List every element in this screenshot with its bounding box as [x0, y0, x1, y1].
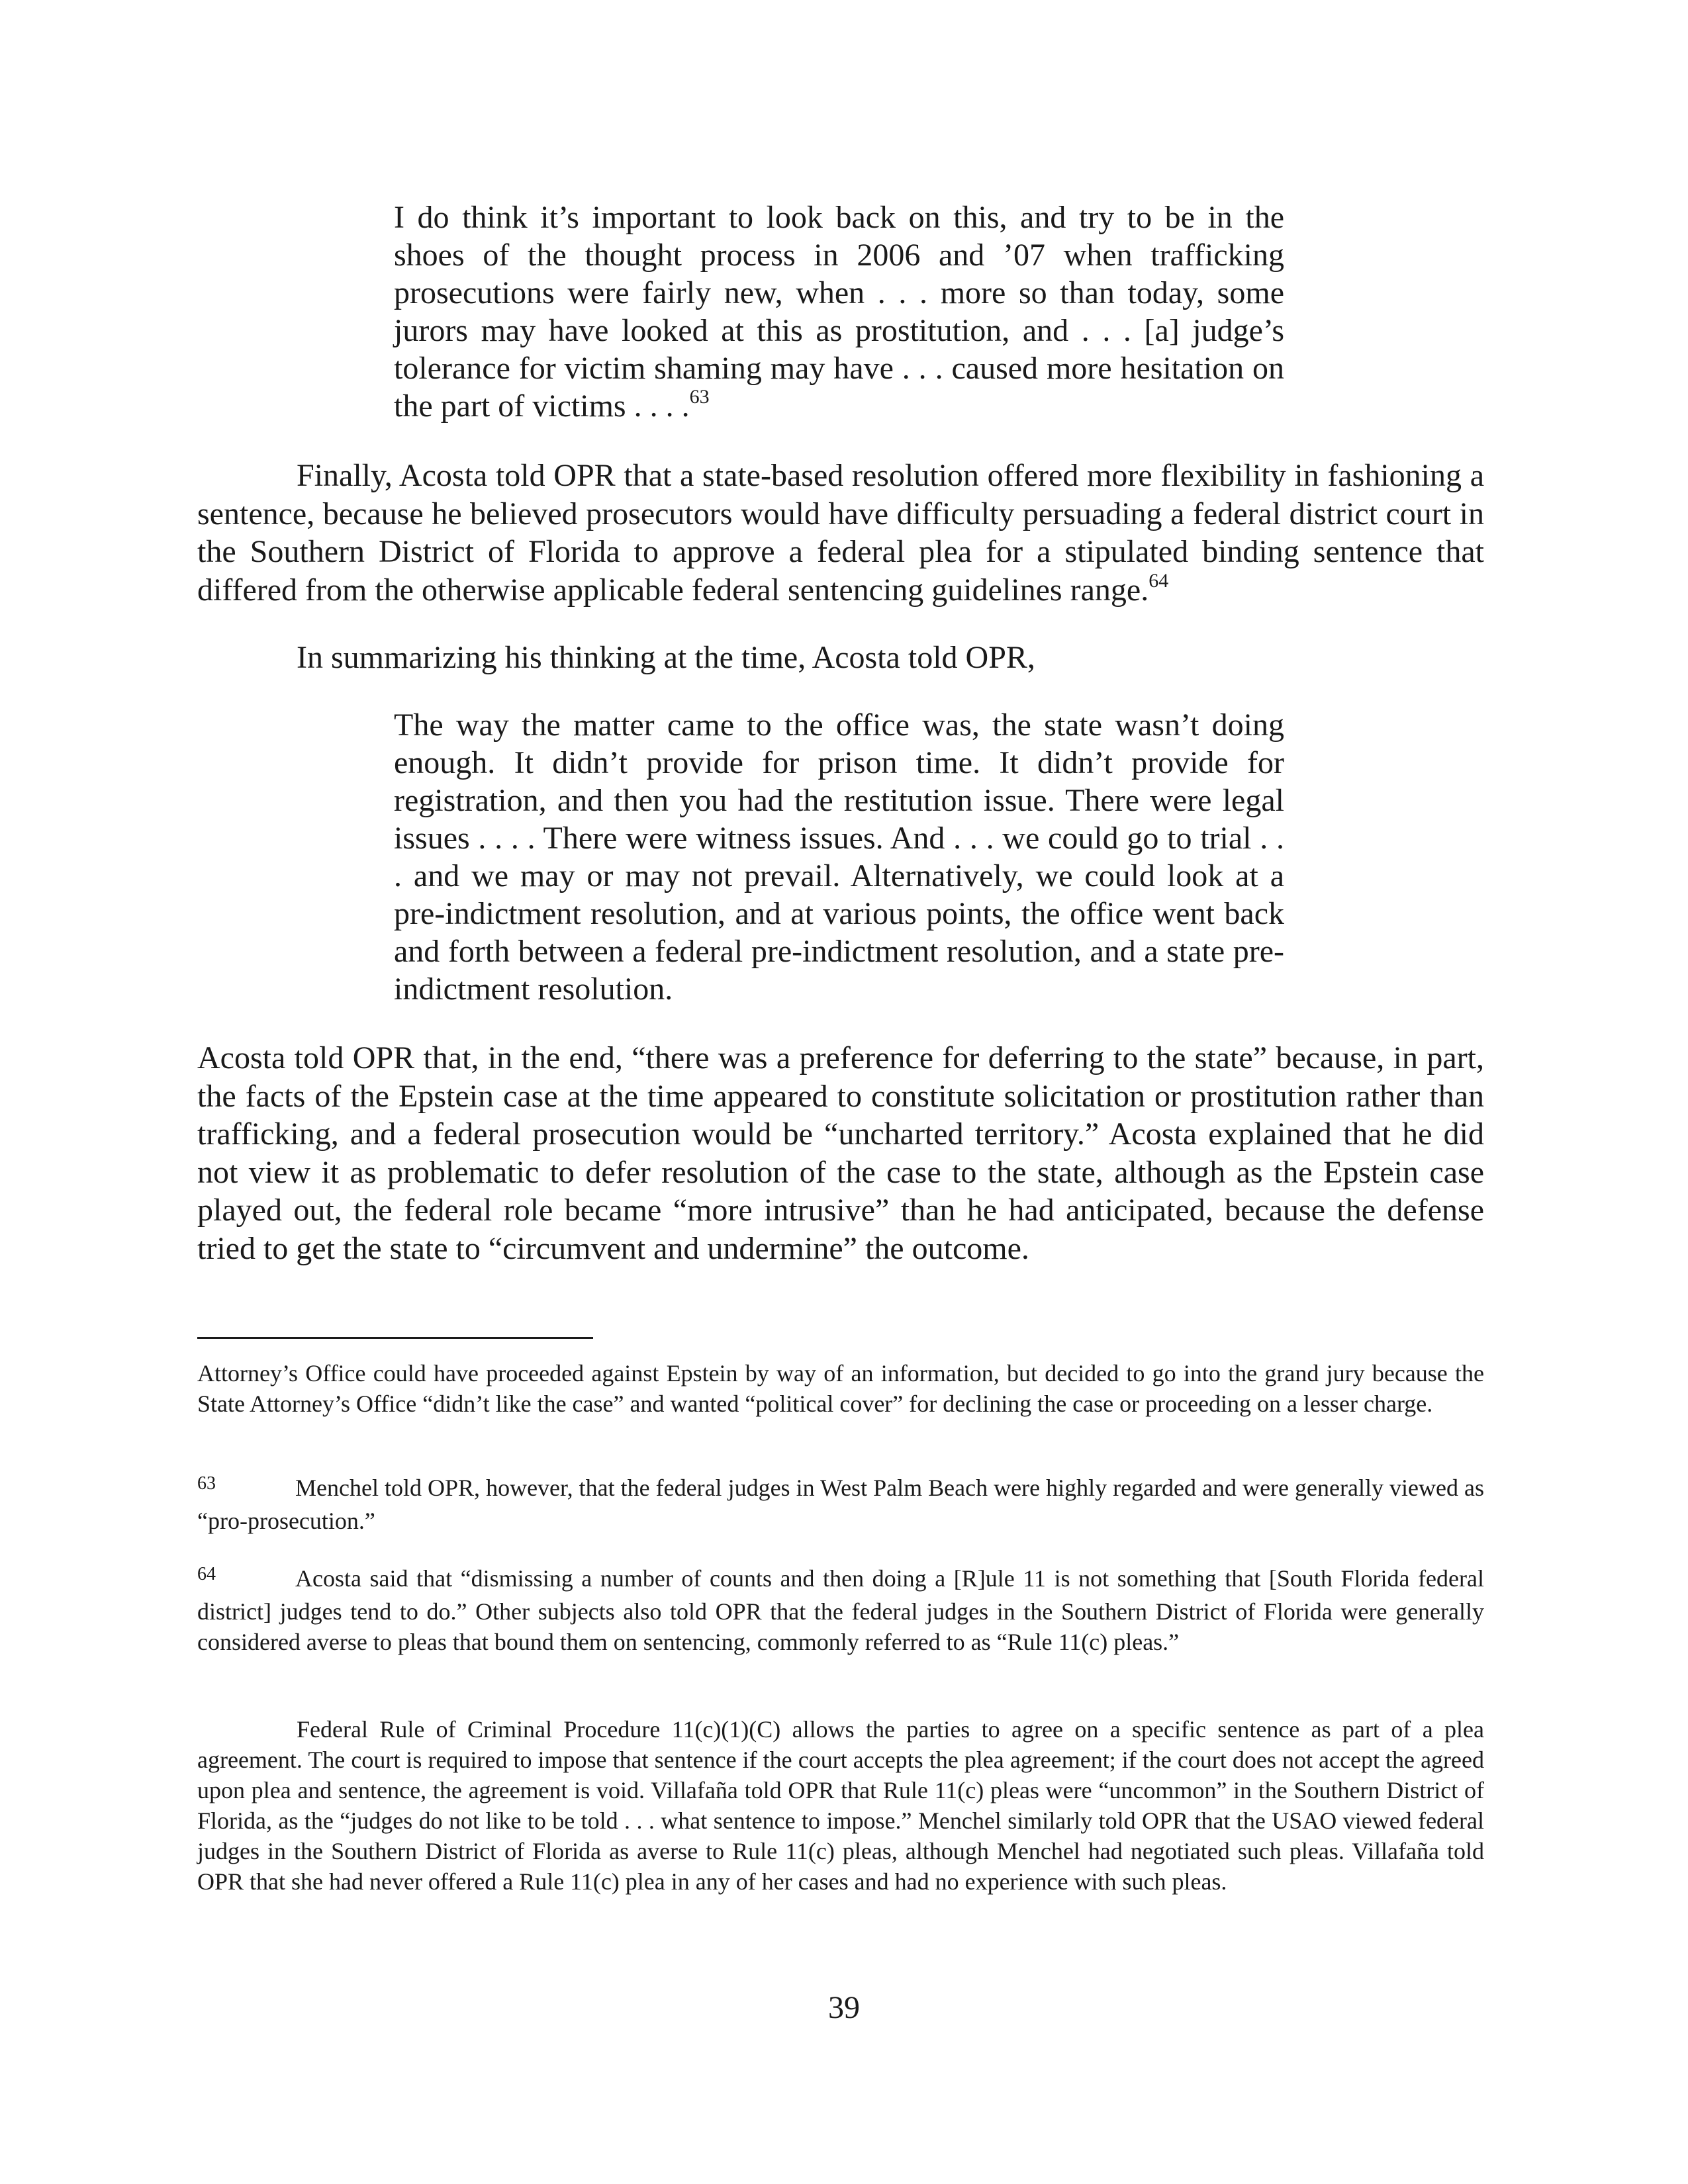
footnote-number-63: 63 — [197, 1473, 216, 1494]
block-quote-acosta-hesitation — [394, 199, 1284, 425]
paragraph-preference-for-state: Acosta told OPR that, in the end, “there was a preference for deferring to the state” because, in part, the facts of the Epstein case at the time appeared to constitute solicitation or prostitution rather than trafficking, and a federal prosecution would be “uncharted territory.” Acosta explained that he did not view it as problematic to defer resolution of the case to the state, although as the Epstein case played out, the federal role became “more intrusive” than he had anticipated, because the defense tried to get the state to “circumvent and undermine” the outcome. — [197, 1040, 1484, 1266]
footnote-64 — [197, 1563, 1484, 1657]
footnote-64-continuation: Federal Rule of Criminal Procedure 11(c)(1)(C) allows the parties to agree on a specific sentence as part of a plea agreement. The court is required to impose that sentence if the court accepts the plea agreement; if the court does not accept the agreed upon plea and sentence, the agreement is void. Villafaña told OPR that Rule 11(c) pleas were “uncommon” in the Southern District of Florida, as the “judges do not like to be told . . . what sentence to impose.” Menchel similarly told OPR that the USAO viewed federal judges in the Southern District of Florida as averse to Rule 11(c) pleas, although Menchel had negotiated such pleas. Villafaña told OPR that she had never offered a Rule 11(c) plea in any of her cases and had no experience with such pleas. — [197, 1716, 1484, 1895]
footnote-ref-64[interactable]: 64 — [1149, 569, 1169, 592]
footnote-text-63: Menchel told OPR, however, that the federal judges in West Palm Beach were highly regarded and were generally viewed as “pro-prosecution.” — [197, 1475, 1484, 1534]
paragraph-text: Finally, Acosta told OPR that a state-based resolution offered more flexibility in fashioning a sentence, because he believed prosecutors would have difficulty persuading a federal district court in the Southern District of Florida to approve a federal plea for a stipulated binding sentence that differed from the otherwise applicable federal sentencing guidelines range. — [197, 458, 1484, 608]
footnote-62-continued: Attorney’s Office could have proceeded against Epstein by way of an information, but decided to go into the grand jury because the State Attorney’s Office “didn’t like the case” and wanted “political cover” for declining the case or proceeding on a lesser charge. — [197, 1360, 1484, 1417]
footnote-63 — [197, 1473, 1484, 1536]
block-quote-matter-came-to-office: The way the matter came to the office was, the state wasn’t doing enough. It didn’t provide for prison time. It didn’t provide for registration, and then you had the restitution issue. There were legal issues . . . . There were witness issues. And . . . we could go to trial . . . and we may or may not prevail. Alternatively, we could look at a pre-indictment resolution, and at various points, the office went back and forth between a federal pre-indictment resolution, and a state pre-indictment resolution. — [394, 707, 1284, 1007]
paragraph-state-based-resolution — [197, 457, 1484, 609]
footnote-number-64: 64 — [197, 1564, 216, 1584]
quote-text: I do think it’s important to look back on this, and try to be in the shoes of the thought process in 2006 and ’07 when trafficking prosecutions were fairly new, when . . . more so than today, some jurors may have looked at this as prostitution, and . . . [a] judge’s tolerance for victim shaming may have . . . caused more hesitation on the part of victims . . . . — [394, 200, 1284, 424]
footnote-separator — [197, 1337, 593, 1339]
footnote-ref-63[interactable]: 63 — [689, 386, 710, 408]
footnote-text-64: Acosta said that “dismissing a number of counts and then doing a [R]ule 11 is not something that [South Florida federal district] judges tend to do.” Other subjects also told OPR that the federal judges in the Southern District of Florida were generally considered averse to pleas that bound them on sentencing, commonly referred to as “Rule 11(c) pleas.” — [197, 1565, 1484, 1655]
page-number: 39 — [828, 1990, 860, 2025]
paragraph-summarizing: In summarizing his thinking at the time, Acosta told OPR, — [297, 640, 1035, 675]
